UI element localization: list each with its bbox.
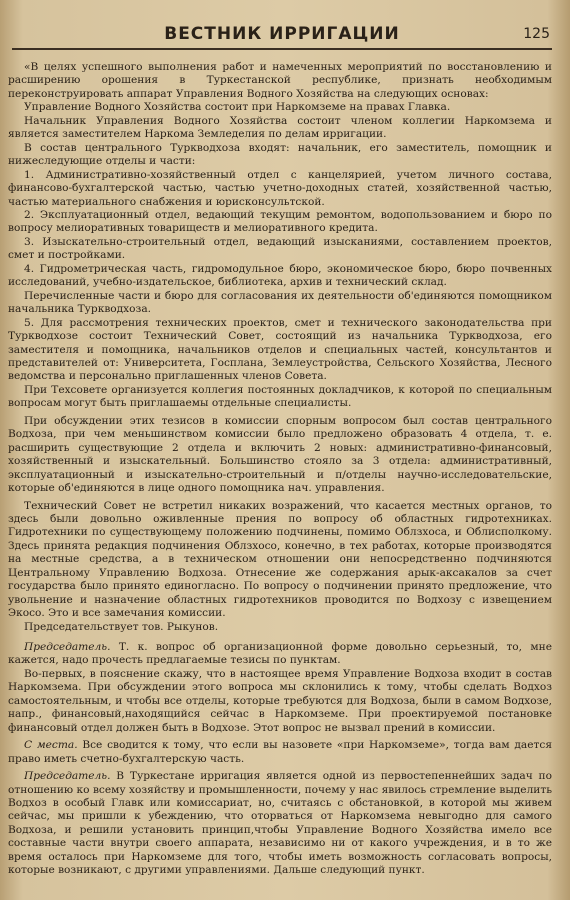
speaker-label: Председатель.: [24, 641, 111, 654]
paragraph: С места. Все сводится к тому, что если вы назовете «при Наркомземе», тогда вам дается право иметь счетно-бухгалтерскую часть.: [8, 739, 552, 765]
paragraph: «В целях успешного выполнения работ и намеченных мероприятий по восстановлению и расширению орошения в Туркестанской республике, признать необходимым переконструировать аппарат Управления Водного Хозяйства на следующих основах:: [8, 61, 552, 100]
paragraph: Управление Водного Хозяйства состоит при Наркомземе на правах Главка.: [24, 101, 451, 114]
paragraph: 3. Изыскательно-строительный отдел, ведающий изысканиями, составлением проектов, смет и постройками.: [8, 235, 552, 262]
paragraph: Председатель. В Туркестане ирригация является одной из первостепеннейших задач по отношению ко всему хозяйству и промышленности, почему у нас явилось стремление выделить Водхоз в особый Главк или комиссариат, но, считаясь с обстановкой, в которой мы живем сейчас, мы пришли к убеждению, что оторваться от Наркомзема невыгодно для самого Водхоза, и решили установить принцип,чтобы Управление Водного Хозяйства имело все составные части внутри своего аппарата, независимо ни от какого учреждения, и в то же время осталось при Наркомземе для того, чтобы иметь возможность согласовать вопросы, которые возникают, с другими управлениями. Дальше следующий пункт.: [8, 770, 552, 877]
paragraph: При обсуждении этих тезисов в комиссии спорным вопросом был состав центрального Водхоза, при чем меньшинством комиссии было предложено образовать 4 отдела, т. е. расширить существующие 2 отдела и включить 2 новых: административно-финансовый, хозяйственный и изыскательный. Большинство стояло за 3 отдела: административный, эксплуатационный и изыскательно-строительный и п/отделы научно-исследовательские, которые об'единяются в лице одного помощника нач. управления.: [8, 414, 552, 495]
paragraph: Перечисленные части и бюро для согласования их деятельности об'единяются помощником начальника Туркводхоза.: [8, 289, 552, 316]
paragraph: Начальник Управления Водного Хозяйства состоит членом коллегии Наркомзема и является заместителем Наркома Земледелия по делам ирригации.: [8, 114, 552, 141]
paragraph: 2. Эксплуатационный отдел, ведающий текущим ремонтом, водопользованием и бюро по вопросу мелиоративных товариществ и мелиоративного кредита.: [8, 208, 552, 235]
speaker-label: Председатель.: [24, 770, 111, 783]
paragraph: Председательствует тов. Рыкунов.: [24, 620, 219, 633]
paragraph: При Техсовете организуется коллегия постоянных докладчиков, к которой по специальным вопросам могут быть приглашаемы отдельные специалисты.: [8, 383, 552, 410]
body-text: [8, 61, 552, 878]
paragraph: В состав центрального Туркводхоза входят: начальник, его заместитель, помощник и нижеследующие отделы и части:: [8, 141, 552, 168]
speaker-label: С места.: [24, 739, 78, 752]
paragraph: 5. Для рассмотрения технических проектов, смет и технического законодательства при Туркводхозе состоит Технический Совет, состоящий из начальника Туркводхоза, его заместителя и помощника, начальников отделов и специальных частей, консультантов и представителей от: Университета, Госплана, Землеустройства, Сельского Хозяйства, Лесного ведомства и персонально приглашенных членов Совета.: [8, 316, 552, 383]
paragraph: Во-первых, в пояснение скажу, что в настоящее время Управление Водхоза входит в состав Наркомзема. При обсуждении этого вопроса мы склонились к тому, чтобы сделать Водхоз самостоятельным, и чтобы все отделы, которые требуются для Водхоза, были в самом Водхозе, напр., финансовый,находящийся сейчас в Наркомземе. При проектируемой постановке финансовый отдел должен быть в Водхозе. Этот вопрос не вызвал прений в комиссии.: [8, 667, 552, 734]
journal-title: ВЕСТНИК ИРРИГАЦИИ: [164, 24, 400, 44]
page-header: [12, 14, 552, 50]
paragraph: 1. Административно-хозяйственный отдел с канцелярией, учетом личного состава, финансово-бухгалтерской частью, частью учетно-доходных статей, хозяйственной частью, частью материального снабжения и юрисконсультской.: [8, 168, 552, 208]
paragraph: Технический Совет не встретил никаких возражений, что касается местных органов, то здесь были довольно оживленные прения по вопросу об областных гидротехниках. Гидротехники по существующему положению подчинены, помимо Облзхоса, и Облисполкому. Здесь принята редакция подчинения Облзхосо, конечно, в тех работах, которые производятся на местные средства, а в техническом отношении они непосредственно подчиняются Центральному Управлению Водхоза. Отнесение же содержания арык-аксакалов за счет государства было принято единогласно. По вопросу о подчинении принято предложение, что увольнение и назначение областных гидротехников проводится по Водхозу с извещением Экосо. Это и все замечания комиссии.: [8, 499, 552, 620]
paragraph: 4. Гидрометрическая часть, гидромодульное бюро, экономическое бюро, бюро почвенных исследований, учебно-издательское, библиотека, архив и технический склад.: [8, 262, 552, 289]
page-number: 125: [523, 26, 550, 42]
paragraph: Председатель. Т. к. вопрос об организационной форме довольно серьезный, то, мне кажется, надо прочесть предлагаемые тезисы по пунктам.: [8, 641, 552, 667]
